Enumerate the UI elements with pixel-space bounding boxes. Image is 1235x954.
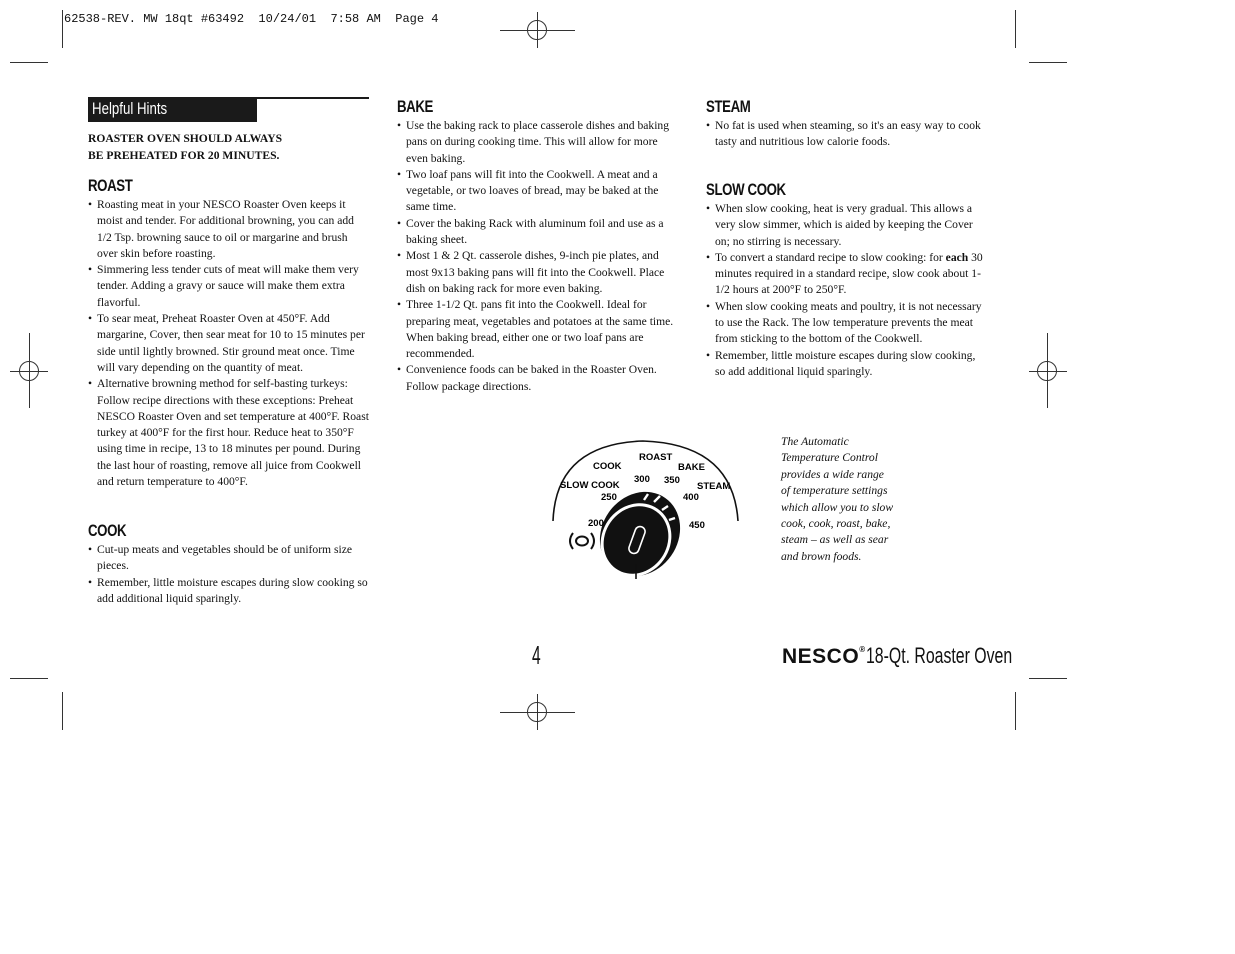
cook-section xyxy=(88,520,371,607)
hints-rule xyxy=(257,97,369,99)
dial-label-roast: ROAST xyxy=(639,452,673,463)
steam-title: STEAM xyxy=(706,97,751,116)
bake-title: BAKE xyxy=(397,97,434,116)
list-item: • Convenience foods can be baked in the Roaster Oven. Follow package directions. xyxy=(397,362,677,395)
cook-title: COOK xyxy=(88,521,127,540)
list-item: • Two loaf pans will fit into the Cookwell. A meat and a vegetable, or two loaves of bread, may be baked at the same time. xyxy=(397,167,677,216)
dial-temp-400: 400 xyxy=(683,492,699,503)
steam-list xyxy=(706,118,986,151)
slow-cook-section xyxy=(706,179,986,380)
dial-temp-350: 350 xyxy=(664,475,680,486)
hints-title: Helpful Hints xyxy=(92,99,168,118)
preheat-notice: ROASTER OVEN SHOULD ALWAYS BE PREHEATED FOR 20 MINUTES. xyxy=(88,132,283,162)
emphasis-each: each xyxy=(945,250,969,264)
list-item: • Three 1-1/2 Qt. pans fit into the Cookwell. Ideal for preparing meat, vegetables and potatoes at the same time. When baking bread, either one or two loaf pans are recommended. xyxy=(397,297,677,362)
dial-label-bake: BAKE xyxy=(678,462,705,473)
list-item: • Most 1 & 2 Qt. casserole dishes, 9-inch pie plates, and most 9x13 baking pans will fit into the Cookwell. Place dish on baking rack for more even baking. xyxy=(397,248,677,297)
dial-temp-450: 450 xyxy=(689,520,705,531)
list-item: • Simmering less tender cuts of meat will make them very tender. Adding a gravy or sauce will make them extra flavorful. xyxy=(88,262,371,311)
list-item: • Cover the baking Rack with aluminum foil and use as a baking sheet. xyxy=(397,216,677,249)
bake-section xyxy=(397,96,677,395)
list-item: • Alternative browning method for self-basting turkeys: Follow recipe directions with these exceptions: Preheat NESCO Roaster Oven and set temperature at 400°F. Roast turkey at 400°F for the first hour. Reduce heat to 350°F using time in recipe, 13 to 18 minutes per pound. During the last hour of roasting, remove all juice from Cookwell and return temperature to 400°F. xyxy=(88,376,371,490)
slow-cook-list xyxy=(706,201,986,380)
list-item: • Use the baking rack to place casserole dishes and baking pans on during cooking time. This will allow for more even baking. xyxy=(397,118,677,167)
list-item: • When slow cooking, heat is very gradual. This allows a very slow simmer, which is aided by keeping the Cover on; no stirring is necessary. xyxy=(706,201,986,250)
list-item: • To sear meat, Preheat Roaster Oven at 450°F. Add margarine, Cover, then sear meat for 10 to 15 minutes per side until lightly browned. Stir ground meat once. Time will vary depending on the quantity of meat. xyxy=(88,311,371,376)
cook-list xyxy=(88,542,371,607)
list-item: • To convert a standard recipe to slow cooking: for each 30 minutes required in a standard recipe, slow cook about 1-1/2 hours at 200°F to 250°F. xyxy=(706,250,986,299)
roast-list xyxy=(88,197,371,490)
product-name: 18-Qt. Roaster Oven xyxy=(866,643,1013,668)
steam-section xyxy=(706,96,986,151)
dial-label-slow-cook: SLOW COOK xyxy=(560,480,620,491)
roast-title: ROAST xyxy=(88,176,133,195)
brand-logo: NESCO® xyxy=(782,645,866,668)
bake-list xyxy=(397,118,677,395)
steam-symbol-icon xyxy=(570,533,594,549)
printer-slug: 62538-REV. MW 18qt #63492 10/24/01 7:58 AM Page 4 xyxy=(64,12,439,26)
dial-temp-300: 300 xyxy=(634,474,650,485)
dial-temp-250: 250 xyxy=(601,492,617,503)
dial-label-cook: COOK xyxy=(593,461,622,472)
list-item: • When slow cooking meats and poultry, it is not necessary to use the Rack. The low temperature prevents the meat from sticking to the bottom of the Cookwell. xyxy=(706,299,986,348)
dial-temp-200: 200 xyxy=(588,518,604,529)
list-item: • Roasting meat in your NESCO Roaster Oven keeps it moist and tender. For additional browning, you can add 1/2 Tsp. browning sauce to oil or margarine and brush over skin before roasting. xyxy=(88,197,371,262)
list-item: • Remember, little moisture escapes during slow cooking so add additional liquid sparingly. xyxy=(88,575,371,608)
temperature-dial-illustration xyxy=(548,436,748,586)
list-item: • Cut-up meats and vegetables should be of uniform size pieces. xyxy=(88,542,371,575)
list-item: • Remember, little moisture escapes during slow cooking, so add additional liquid sparingly. xyxy=(706,348,986,381)
slow-cook-title: SLOW COOK xyxy=(706,180,786,199)
list-item: • No fat is used when steaming, so it's an easy way to cook tasty and nutritious low calorie foods. xyxy=(706,118,986,151)
dial-caption: The Automatic Temperature Control provides a wide range of temperature settings which allow you to slow cook, cook, roast, bake, steam – as well as sear and brown foods. xyxy=(781,435,894,563)
dial-label-steam: STEAM xyxy=(697,481,731,492)
roast-section xyxy=(88,175,371,490)
page-number: 4 xyxy=(532,640,541,670)
